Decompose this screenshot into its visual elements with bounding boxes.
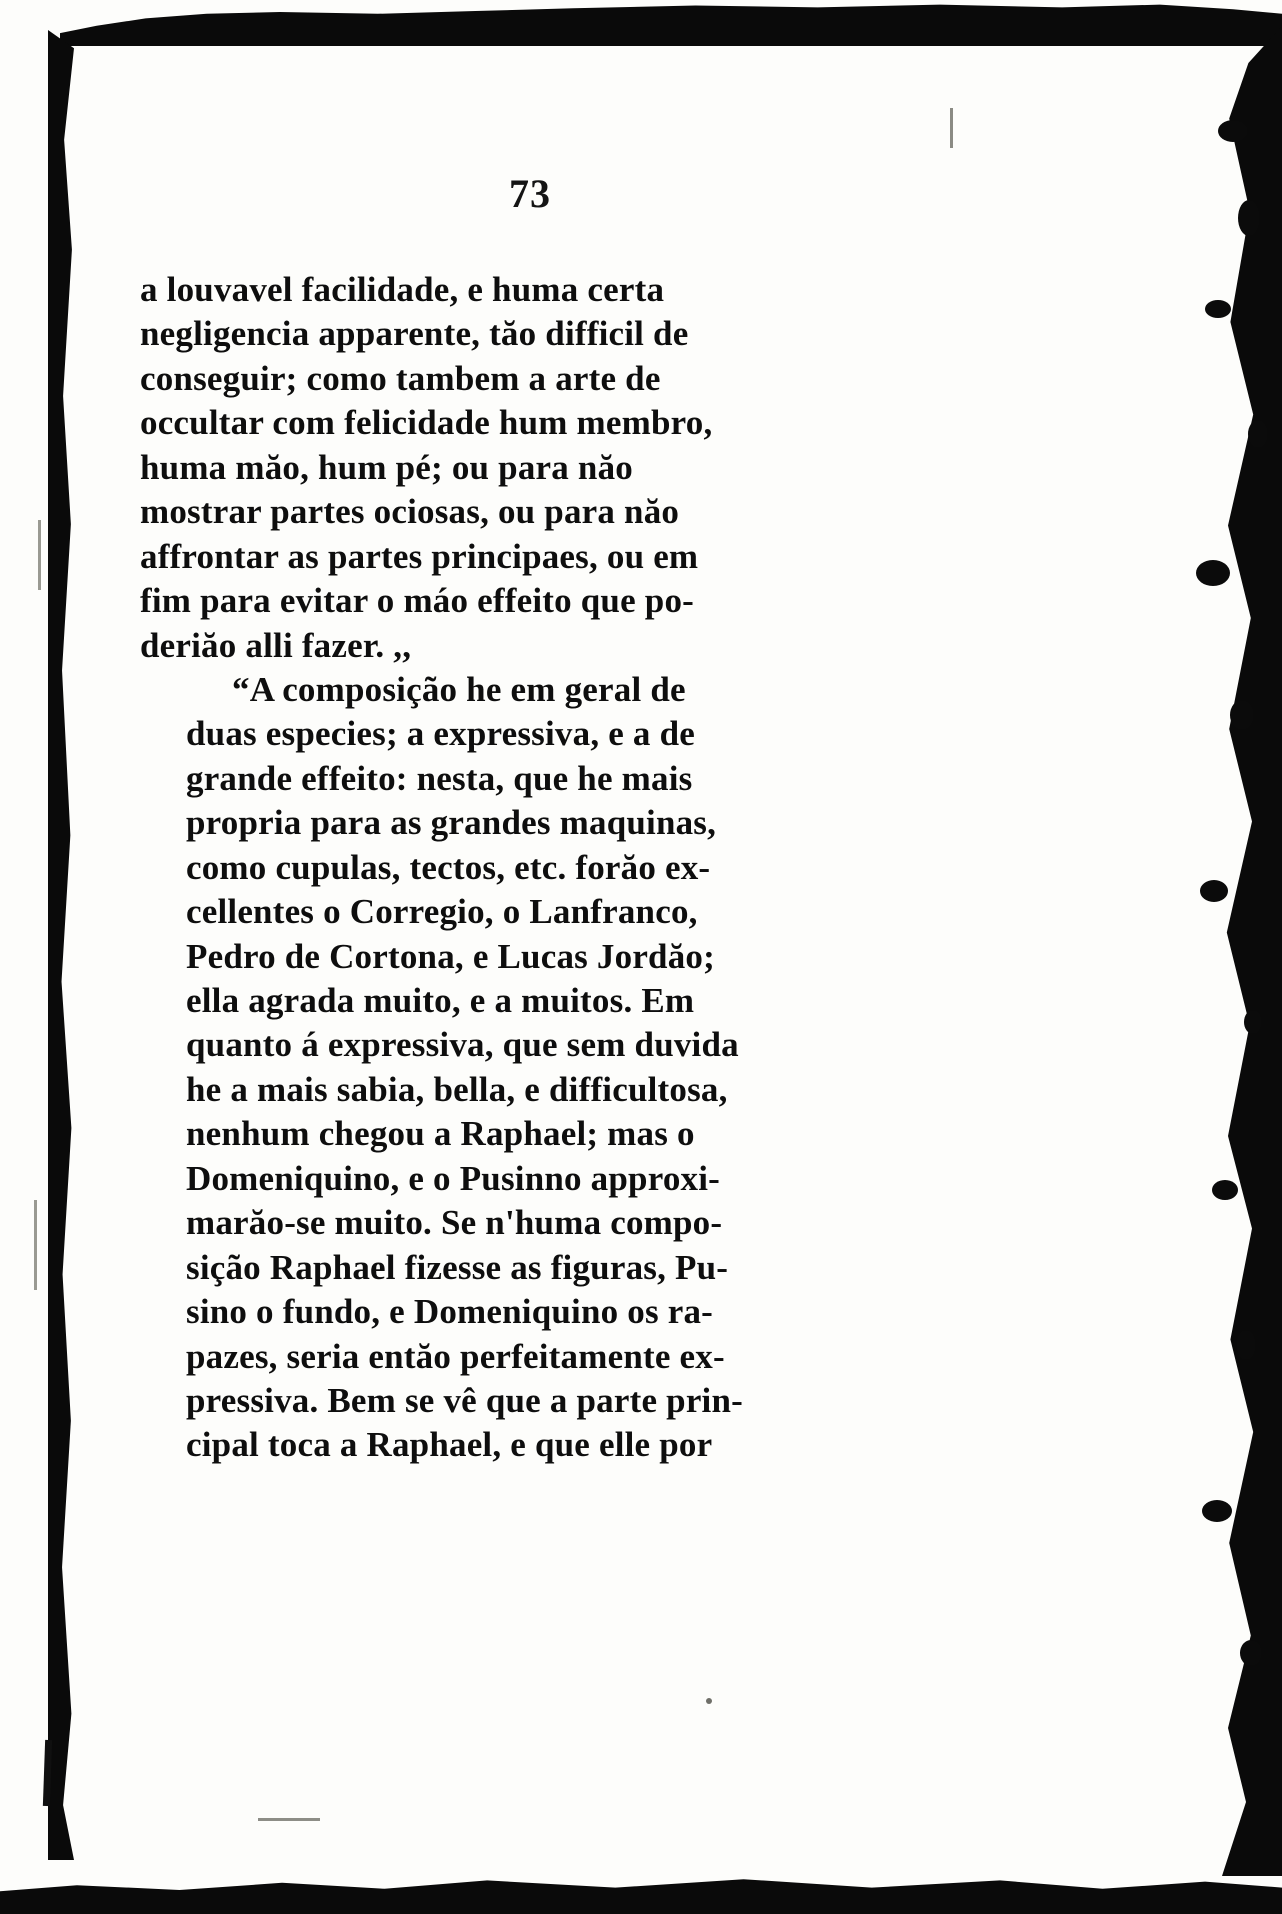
page-edge-right-artifact xyxy=(1222,26,1282,1876)
page-number: 73 xyxy=(509,171,551,216)
text-line: marăo-se muito. Se n'huma compo- xyxy=(186,1203,723,1243)
paragraph-1 xyxy=(140,268,940,668)
text-line: sição Raphael fizesse as figuras, Pu- xyxy=(186,1247,729,1287)
margin-tick-icon xyxy=(950,108,953,148)
text-line: nenhum chegou a Raphael; mas o xyxy=(186,1114,695,1154)
text-line: pressiva. Bem se vê que a parte prin- xyxy=(186,1380,743,1420)
text-line: Domeniquino, e o Pusinno approxi- xyxy=(186,1158,720,1198)
text-line: he a mais sabia, bella, e difficultosa, xyxy=(186,1069,728,1109)
scan-speck xyxy=(1244,1010,1262,1034)
text-line: Pedro de Cortona, e Lucas Jordăo; xyxy=(186,936,715,976)
page-edge-top-artifact xyxy=(60,0,1282,46)
scan-speck xyxy=(1236,1330,1256,1360)
page-edge-bottom-artifact xyxy=(0,1854,1282,1914)
text-line: duas especies; a expressiva, e a de xyxy=(186,714,695,754)
text-line: deriăo alli fazer. ,, xyxy=(140,625,412,665)
text-line: ella agrada muito, e a muitos. Em xyxy=(186,981,695,1020)
ink-dot-icon xyxy=(706,1698,712,1704)
text-line: negligencia apparente, tăo difficil de xyxy=(140,314,689,354)
scan-speck xyxy=(1240,1640,1262,1666)
scan-speck xyxy=(1196,560,1230,586)
text-line: affrontar as partes principaes, ou em xyxy=(140,536,699,576)
scan-speck xyxy=(1205,300,1231,318)
dash-mark-icon xyxy=(258,1818,320,1821)
text-line: cellentes o Corregio, o Lanfranco, xyxy=(186,892,698,932)
scan-speck xyxy=(1218,120,1248,142)
scan-speck xyxy=(1248,420,1268,448)
text-line: como cupulas, tectos, etc. forăo ex- xyxy=(186,847,711,887)
text-line: “A composição he em geral de xyxy=(232,669,686,709)
scan-speck xyxy=(1238,200,1260,236)
page-text-block xyxy=(140,268,940,1468)
text-line: pazes, seria entăo perfeitamente ex- xyxy=(186,1336,725,1376)
text-line: a louvavel facilidade, e huma certa xyxy=(140,270,665,309)
paragraph-2 xyxy=(140,668,940,1468)
text-line: propria para as grandes maquinas, xyxy=(186,803,717,843)
text-line: conseguir; como tambem a arte de xyxy=(140,358,661,398)
scan-speck xyxy=(1200,880,1228,902)
page-edge-left-artifact xyxy=(48,30,74,1860)
text-line: grande effeito: nesta, que he mais xyxy=(186,758,693,798)
text-line: quanto á expressiva, que sem duvida xyxy=(186,1025,739,1065)
text-line: fim para evitar o máo effeito que po- xyxy=(140,581,695,621)
text-line: sino o fundo, e Domeniquino os ra- xyxy=(186,1292,714,1332)
margin-rule-left-upper xyxy=(38,520,41,590)
scan-speck xyxy=(1230,700,1254,730)
text-line: mostrar partes ociosas, ou para năo xyxy=(140,492,680,532)
text-line: cipal toca a Raphael, e que elle por xyxy=(186,1425,713,1465)
scan-speck xyxy=(1212,1180,1238,1200)
scan-speck xyxy=(1202,1500,1232,1522)
text-line: occultar com felicidade hum membro, xyxy=(140,403,713,443)
margin-rule-left-lower xyxy=(34,1200,37,1290)
text-line: huma măo, hum pé; ou para năo xyxy=(140,447,633,487)
